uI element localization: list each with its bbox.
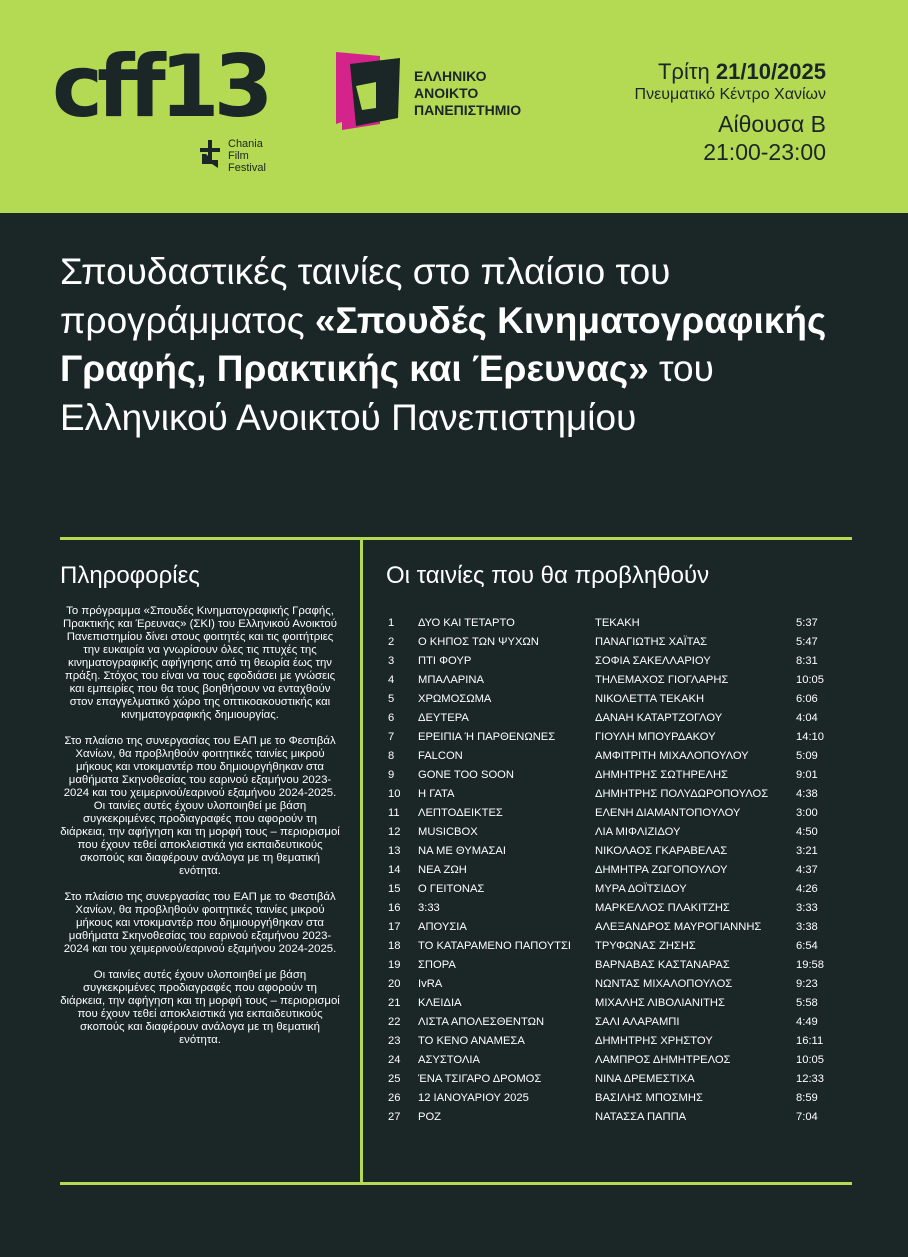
film-row — [388, 842, 848, 861]
info-paragraph: Στο πλαίσιο της συνεργασίας του ΕΑΠ με το Φεστιβάλ Χανίων, θα προβληθούν φοιτητικές ταινίες μικρού μήκους και ντοκιμαντέρ που δημιουργήθηκαν στα μαθήματα Σκηνοθεσίας του εαρινού εξαμήνου 2023-2024 και του χειμερινού/εαρινού εξαμήνου 2024-2025. Οι ταινίες αυτές έχουν υλοποιηθεί με βάση συγκεκριμένες προδιαγραφές που αφορούν τη διάρκεια, την αφήγηση και τη μορφή τους – περιορισμοί που έχουν τεθεί αποκλειστικά για εκπαιδευτικούς σκοπούς και διαφέρουν ανάλογα με τη θεματική ενότητα. — [60, 735, 340, 877]
film-director: ΝΩΝΤΑΣ ΜΙΧΑΛΟΠΟΥΛΟΣ — [595, 978, 733, 990]
film-director: ΜΑΡΚΕΛΛΟΣ ΠΛΑΚΙΤΖΗΣ — [595, 902, 730, 914]
film-title: ΧΡΩΜΟΣΩΜΑ — [418, 693, 492, 705]
film-number: 8 — [388, 750, 395, 762]
film-number: 16 — [388, 902, 401, 914]
cff13-logo: cff13 — [52, 37, 268, 137]
film-row — [388, 1089, 848, 1108]
film-director: ΑΛΕΞΑΝΔΡΟΣ ΜΑΥΡΟΓΙΑΝΝΗΣ — [595, 921, 762, 933]
film-row — [388, 823, 848, 842]
university-name-line: ΑΝΟΙΚΤΟ — [414, 85, 479, 101]
film-director: ΜΥΡΑ ΔΟΪΤΣΙΔΟΥ — [595, 883, 687, 895]
film-number: 17 — [388, 921, 401, 933]
film-duration: 5:47 — [796, 636, 818, 648]
film-row — [388, 747, 848, 766]
film-row — [388, 1032, 848, 1051]
film-duration: 4:26 — [796, 883, 818, 895]
film-duration: 3:00 — [796, 807, 818, 819]
film-duration: 4:37 — [796, 864, 818, 876]
film-row — [388, 690, 848, 709]
film-duration: 9:01 — [796, 769, 818, 781]
chania-film-festival-mark — [198, 138, 266, 174]
film-row — [388, 937, 848, 956]
film-title: ΜΠΑΛΑΡΙΝΑ — [418, 674, 484, 686]
film-title: ΔΕΥΤΕΡΑ — [418, 712, 469, 724]
film-title: ΠΤΙ ΦΟΥΡ — [418, 655, 472, 667]
film-director: ΔΗΜΗΤΡΗΣ ΠΟΛΥΔΩΡΟΠΟΥΛΟΣ — [595, 788, 769, 800]
film-row — [388, 994, 848, 1013]
film-row — [388, 614, 848, 633]
film-number: 14 — [388, 864, 401, 876]
film-director: ΛΙΑ ΜΙΦΛΙΖΙΔΟΥ — [595, 826, 681, 838]
film-title: ΕΡΕΙΠΙΑ Ή ΠΑΡΘΕΝΩΝΕΣ — [418, 731, 556, 743]
film-number: 7 — [388, 731, 395, 743]
info-text — [60, 605, 340, 1060]
film-director: ΤΡΥΦΩΝΑΣ ΖΗΣΗΣ — [595, 940, 696, 952]
film-title: 3:33 — [418, 902, 440, 914]
film-number: 23 — [388, 1035, 401, 1047]
film-number: 10 — [388, 788, 401, 800]
event-time: 21:00-23:00 — [703, 139, 826, 165]
event-day: Τρίτη — [657, 59, 710, 84]
film-director: ΒΑΡΝΑΒΑΣ ΚΑΣΤΑΝΑΡΑΣ — [595, 959, 730, 971]
film-duration: 3:38 — [796, 921, 818, 933]
film-duration: 5:58 — [796, 997, 818, 1009]
film-director: ΝΙΚΟΛΑΟΣ ΓΚΑΡΑΒΕΛΑΣ — [595, 845, 728, 857]
film-duration: 4:04 — [796, 712, 818, 724]
film-number: 13 — [388, 845, 401, 857]
film-director: ΝΑΤΑΣΣΑ ΠΑΠΠΑ — [595, 1111, 687, 1123]
film-director: ΔΗΜΗΤΡΗΣ ΧΡΗΣΤΟΥ — [595, 1035, 713, 1047]
film-director: ΠΑΝΑΓΙΩΤΗΣ ΧΑΪΤΑΣ — [595, 636, 708, 648]
title-bold: «Σπουδές Κινηματογραφικής Γραφής, Πρακτικής και Έρευνας» — [60, 299, 827, 389]
film-row — [388, 785, 848, 804]
film-title: ΛΙΣΤΑ ΑΠΟΛΕΣΘΕΝΤΩΝ — [418, 1016, 545, 1028]
film-title: ΤΟ ΚΑΤΑΡΑΜΕΝΟ ΠΑΠΟΥΤΣΙ — [418, 940, 572, 952]
film-title: Ο ΓΕΙΤΟΝΑΣ — [418, 883, 485, 895]
film-row — [388, 861, 848, 880]
film-number: 22 — [388, 1016, 401, 1028]
film-number: 19 — [388, 959, 401, 971]
film-row — [388, 880, 848, 899]
title-part-2: του Ελληνικού Ανοικτού Πανεπιστημίου — [60, 348, 714, 438]
film-number: 25 — [388, 1073, 401, 1085]
film-title: ΑΠΟΥΣΙΑ — [418, 921, 467, 933]
film-duration: 6:06 — [796, 693, 818, 705]
film-row — [388, 671, 848, 690]
event-venue: Πνευματικό Κέντρο Χανίων — [634, 86, 826, 103]
festival-sub-line: Chania — [228, 138, 263, 150]
film-number: 2 — [388, 636, 395, 648]
film-director: ΕΛΕΝΗ ΔΙΑΜΑΝΤΟΠΟΥΛΟΥ — [595, 807, 741, 819]
festival-sub-line: Film — [228, 150, 249, 162]
film-duration: 4:50 — [796, 826, 818, 838]
film-row — [388, 899, 848, 918]
film-title: ΚΛΕΙΔΙΑ — [418, 997, 462, 1009]
film-number: 15 — [388, 883, 401, 895]
hellenic-open-university-logo — [336, 52, 410, 132]
film-duration: 6:54 — [796, 940, 818, 952]
film-duration: 16:11 — [796, 1035, 824, 1047]
info-heading: Πληροφορίες — [60, 562, 200, 589]
film-duration: 8:31 — [796, 655, 818, 667]
film-number: 20 — [388, 978, 401, 990]
film-duration: 10:05 — [796, 1054, 824, 1066]
film-director: ΑΜΦΙΤΡΙΤΗ ΜΙΧΑΛΟΠΟΥΛΟΥ — [595, 750, 749, 762]
film-number: 5 — [388, 693, 395, 705]
film-row — [388, 1013, 848, 1032]
info-paragraph: Στο πλαίσιο της συνεργασίας του ΕΑΠ με το Φεστιβάλ Χανίων, θα προβληθούν φοιτητικές ταινίες μικρού μήκους και ντοκιμαντέρ που δημιουργήθηκαν στα μαθήματα Σκηνοθεσίας του εαρινού εξαμήνου 2023-2024 και του χειμερινού/εαρινού εξαμήνου 2024-2025. — [63, 891, 337, 955]
festival-sub-line: Festival — [228, 162, 266, 174]
film-number: 21 — [388, 997, 401, 1009]
film-number: 27 — [388, 1111, 401, 1123]
film-title: ΝΕΑ ΖΩΗ — [418, 864, 467, 876]
film-number: 26 — [388, 1092, 401, 1104]
film-duration: 4:49 — [796, 1016, 818, 1028]
film-duration: 3:33 — [796, 902, 818, 914]
film-row — [388, 956, 848, 975]
film-duration: 4:38 — [796, 788, 818, 800]
films-heading: Οι ταινίες που θα προβληθούν — [386, 562, 710, 589]
film-number: 9 — [388, 769, 395, 781]
film-row — [388, 975, 848, 994]
film-duration: 3:21 — [796, 845, 818, 857]
film-number: 1 — [388, 617, 395, 629]
film-duration: 14:10 — [796, 731, 824, 743]
info-paragraph: Το πρόγραμμα «Σπουδές Κινηματογραφικής Γραφής, Πρακτικής και Έρευνας» (ΣΚΙ) του Ελληνικού Ανοικτού Πανεπιστημίου δίνει στους φοιτητές και τις φοιτήτριες την ευκαιρία να γνωρίσουν όλες τις πτυχές της κινηματογραφικής αφήγησης από τη θεωρία έως την πράξη. Στόχος του είναι να τους εφοδιάσει με γνώσεις και εμπειρίες που θα τους βοηθήσουν να ενταχθούν στον επαγγελματικό χώρο της οπτικοακουστικής και κινηματογραφικής δημιουργίας. — [63, 605, 337, 721]
header-band — [0, 0, 908, 213]
film-row — [388, 1051, 848, 1070]
film-title: ΈΝΑ ΤΣΙΓΑΡΟ ΔΡΟΜΟΣ — [418, 1073, 542, 1085]
film-duration: 5:09 — [796, 750, 818, 762]
film-number: 6 — [388, 712, 395, 724]
film-director: ΛΑΜΠΡΟΣ ΔΗΜΗΤΡΕΛΟΣ — [595, 1054, 731, 1066]
film-director: ΣΑΛΙ ΑΛΑΡΑΜΠΙ — [595, 1016, 680, 1028]
films-list — [388, 614, 848, 1127]
film-title: MUSICBOX — [418, 826, 478, 838]
film-row — [388, 652, 848, 671]
film-title: FALCON — [418, 750, 463, 762]
film-number: 4 — [388, 674, 395, 686]
film-director: ΤΕΚΑΚΗ — [595, 617, 640, 629]
film-row — [388, 709, 848, 728]
film-director: ΔΗΜΗΤΡΗΣ ΣΩΤΗΡΕΛΗΣ — [595, 769, 728, 781]
film-number: 12 — [388, 826, 401, 838]
film-number: 18 — [388, 940, 401, 952]
film-director: ΝΙΝΑ ΔΡΕΜΕΣΤΙΧΑ — [595, 1073, 695, 1085]
film-title: ΝΑ ΜΕ ΘΥΜΑΣΑΙ — [418, 845, 506, 857]
film-title: ΤΟ ΚΕΝΟ ΑΝΑΜΕΣΑ — [418, 1035, 525, 1047]
film-number: 24 — [388, 1054, 401, 1066]
film-director: ΣΟΦΙΑ ΣΑΚΕΛΛΑΡΙΟΥ — [595, 655, 711, 667]
film-title: Ο ΚΗΠΟΣ ΤΩΝ ΨΥΧΩΝ — [418, 636, 539, 648]
film-duration: 7:04 — [796, 1111, 818, 1123]
film-row — [388, 918, 848, 937]
film-row — [388, 633, 848, 652]
film-director: ΒΑΣΙΛΗΣ ΜΠΟΣΜΗΣ — [595, 1092, 703, 1104]
university-name-line: ΠΑΝΕΠΙΣΤΗΜΙΟ — [414, 102, 522, 118]
event-info — [635, 58, 826, 166]
film-row — [388, 1070, 848, 1089]
film-director: ΓΙΟΥΛΗ ΜΠΟΥΡΔΑΚΟΥ — [595, 731, 716, 743]
film-director: ΜΙΧΑΛΗΣ ΛΙΒΟΛΙΑΝΙΤΗΣ — [595, 997, 725, 1009]
film-title: ΑΣΥΣΤΟΛΙΑ — [418, 1054, 480, 1066]
university-name-line: ΕΛΛΗΝΙΚΟ — [414, 68, 487, 84]
film-duration: 12:33 — [796, 1073, 824, 1085]
festival-emblem-icon — [198, 138, 222, 170]
film-duration: 19:58 — [796, 959, 824, 971]
film-title: Η ΓΑΤΑ — [418, 788, 455, 800]
film-title: ΔΥΟ ΚΑΙ ΤΕΤΑΡΤΟ — [418, 617, 515, 629]
film-row — [388, 766, 848, 785]
event-room: Αίθουσα Β — [718, 111, 826, 137]
film-row — [388, 728, 848, 747]
film-title: ΣΠΟΡΑ — [418, 959, 456, 971]
page-title — [60, 248, 860, 442]
event-date: 21/10/2025 — [715, 59, 826, 84]
film-duration: 9:23 — [796, 978, 818, 990]
film-row — [388, 1108, 848, 1127]
film-director: ΔΑΝΑΗ ΚΑΤΑΡΤΖΟΓΛΟΥ — [595, 712, 723, 724]
film-number: 3 — [388, 655, 395, 667]
divider-vertical — [360, 538, 363, 1184]
film-title: IvRA — [418, 978, 443, 990]
film-number: 11 — [388, 807, 400, 819]
film-title: 12 ΙΑΝΟΥΑΡΙΟΥ 2025 — [418, 1092, 529, 1104]
divider-bottom — [60, 1182, 852, 1185]
film-title: GONE TOO SOON — [418, 769, 514, 781]
film-director: ΔΗΜΗΤΡΑ ΖΩΓΟΠΟΥΛΟΥ — [595, 864, 728, 876]
film-title: ΛΕΠΤΟΔΕΙΚΤΕΣ — [418, 807, 503, 819]
film-director: ΝΙΚΟΛΕΤΤΑ ΤΕΚΑΚΗ — [595, 693, 705, 705]
film-duration: 8:59 — [796, 1092, 818, 1104]
film-title: ΡΟΖ — [418, 1111, 441, 1123]
film-duration: 10:05 — [796, 674, 824, 686]
film-row — [388, 804, 848, 823]
info-paragraph: Οι ταινίες αυτές έχουν υλοποιηθεί με βάση συγκεκριμένες προδιαγραφές που αφορούν τη διάρκεια, την αφήγηση και τη μορφή τους – περιορισμοί που έχουν τεθεί αποκλειστικά για εκπαιδευτικούς σκοπούς και διαφέρουν ανάλογα με τη θεματική ενότητα. — [60, 969, 340, 1046]
university-name — [414, 68, 521, 119]
title-part-1: Σπουδαστικές ταινίες στο πλαίσιο του προγράμματος — [60, 251, 671, 341]
divider-top — [60, 537, 852, 540]
event-date-line — [635, 58, 826, 86]
film-director: ΤΗΛΕΜΑΧΟΣ ΓΙΟΓΛΑΡΗΣ — [595, 674, 729, 686]
film-duration: 5:37 — [796, 617, 818, 629]
